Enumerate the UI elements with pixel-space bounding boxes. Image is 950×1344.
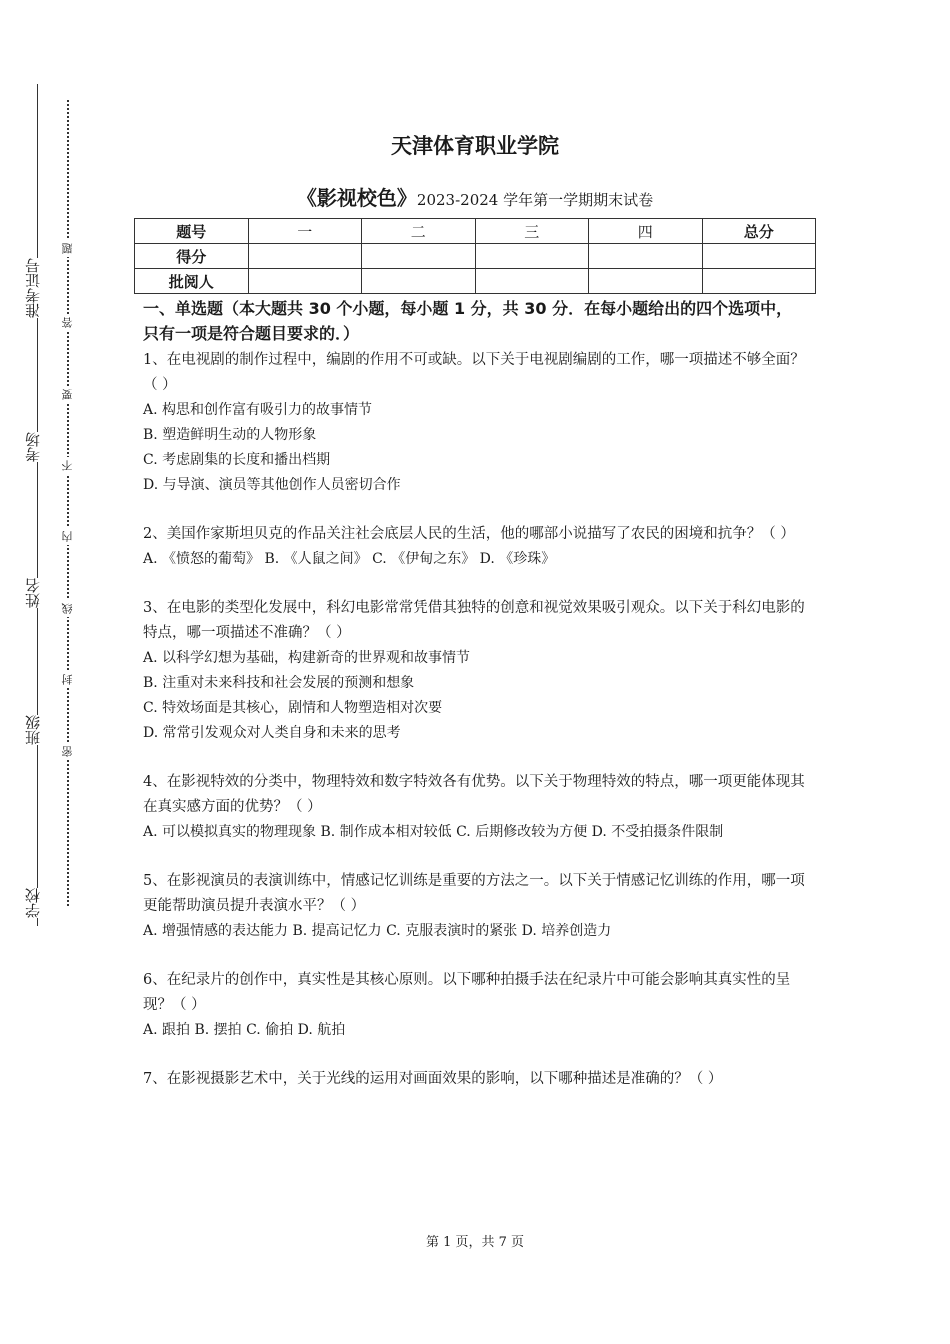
score-cell — [475, 244, 589, 269]
score-table-header-row — [135, 219, 816, 244]
question-7 — [143, 1067, 807, 1092]
score-cell — [589, 244, 703, 269]
field-exam-room: 考场 — [24, 432, 42, 462]
seal-dotted-line — [67, 100, 69, 906]
header-cell: 四 — [589, 219, 703, 244]
header-cell: 题号 — [135, 219, 249, 244]
question-1 — [143, 348, 807, 498]
row-label: 得分 — [135, 244, 249, 269]
header-cell: 一 — [248, 219, 362, 244]
seal-char: 不 — [60, 457, 76, 474]
page-number: 第 1 页，共 7 页 — [425, 1235, 525, 1250]
question-2 — [143, 522, 807, 572]
seal-char: 要 — [60, 386, 76, 403]
header-cell: 三 — [475, 219, 589, 244]
question-options-line: A. 可以模拟真实的物理现象 B. 制作成本相对较低 C. 后期修改较为方便 D. 不受拍摄条件限制 — [143, 824, 724, 840]
seal-char: 密 — [60, 743, 76, 760]
reviewer-cell — [589, 269, 703, 294]
question-option: D. 常常引发观众对人类自身和未来的思考 — [143, 725, 401, 741]
reviewer-cell — [475, 269, 589, 294]
field-school: 学校 — [24, 888, 42, 918]
reviewer-cell — [702, 269, 816, 294]
question-stem: 3、在电影的类型化发展中，科幻电影常常凭借其独特的创意和视觉效果吸引观众。以下关于科幻电影的特点，哪一项描述不准确？（ ） — [143, 600, 805, 641]
score-cell — [702, 244, 816, 269]
seal-char: 题 — [60, 240, 76, 257]
question-stem: 4、在影视特效的分类中，物理特效和数字特效各有优势。以下关于物理特效的特点，哪一项更能体现其在真实感方面的优势？（ ） — [143, 774, 805, 815]
reviewer-row — [135, 269, 816, 294]
score-cell — [362, 244, 476, 269]
field-name: 姓名 — [24, 578, 42, 608]
question-option: A. 构思和创作富有吸引力的故事情节 — [143, 402, 373, 418]
score-row — [135, 244, 816, 269]
school-title: 天津体育职业学院 — [391, 134, 559, 158]
exam-subtitle — [0, 182, 950, 211]
seal-char: 内 — [60, 528, 76, 545]
reviewer-cell — [248, 269, 362, 294]
seal-char: 封 — [60, 671, 76, 688]
question-options-line: A. 增强情感的表达能力 B. 提高记忆力 C. 克服表演时的紧张 D. 培养创造力 — [143, 923, 612, 939]
question-4 — [143, 770, 807, 845]
seal-char: 线 — [60, 600, 76, 617]
question-6 — [143, 968, 807, 1043]
field-exam-id: 准考证号 — [24, 258, 42, 318]
question-3 — [143, 596, 807, 746]
score-cell — [248, 244, 362, 269]
question-option: D. 与导演、演员等其他创作人员密切合作 — [143, 477, 401, 493]
field-class: 班级 — [24, 715, 42, 745]
question-stem: 2、美国作家斯坦贝克的作品关注社会底层人民的生活，他的哪部小说描写了农民的困境和抗争？（ ） — [143, 526, 795, 542]
seal-char: 答 — [60, 314, 76, 331]
header-cell: 总分 — [702, 219, 816, 244]
question-options-line: A. 《愤怒的葡萄》 B. 《人鼠之间》 C. 《伊甸之东》 D. 《珍珠》 — [143, 551, 556, 567]
question-option: A. 以科学幻想为基础，构建新奇的世界观和故事情节 — [143, 650, 471, 666]
question-stem: 7、在影视摄影艺术中，关于光线的运用对画面效果的影响，以下哪种描述是准确的？（ ） — [143, 1071, 723, 1087]
question-option: B. 注重对未来科技和社会发展的预测和想象 — [143, 675, 415, 691]
question-option: B. 塑造鲜明生动的人物形象 — [143, 427, 317, 443]
row-label: 批阅人 — [135, 269, 249, 294]
question-stem: 6、在纪录片的创作中，真实性是其核心原则。以下哪种拍摄手法在纪录片中可能会影响其真实性的呈现？（ ） — [143, 972, 791, 1013]
question-options-line: A. 跟拍 B. 摆拍 C. 偷拍 D. 航拍 — [143, 1022, 346, 1038]
section-title: 一、单选题（本大题共 30 个小题，每小题 1 分，共 30 分．在每小题给出的四个选项中，只有一项是符合题目要求的．） — [143, 299, 793, 343]
question-stem: 5、在影视演员的表演训练中，情感记忆训练是重要的方法之一。以下关于情感记忆训练的作用，哪一项更能帮助演员提升表演水平？（ ） — [143, 873, 805, 914]
score-table — [134, 218, 816, 294]
reviewer-cell — [362, 269, 476, 294]
question-option: C. 特效场面是其核心，剧情和人物塑造相对次要 — [143, 700, 443, 716]
question-5 — [143, 869, 807, 944]
course-name: 《影视校色》 — [296, 186, 417, 210]
question-option: C. 考虑剧集的长度和播出档期 — [143, 452, 331, 468]
header-cell: 二 — [362, 219, 476, 244]
question-stem: 1、在电视剧的制作过程中，编剧的作用不可或缺。以下关于电视剧编剧的工作，哪一项描述不够全面？（ ） — [143, 352, 805, 393]
exam-term: 2023-2024 学年第一学期期末试卷 — [416, 191, 654, 209]
exam-content — [143, 296, 807, 1116]
